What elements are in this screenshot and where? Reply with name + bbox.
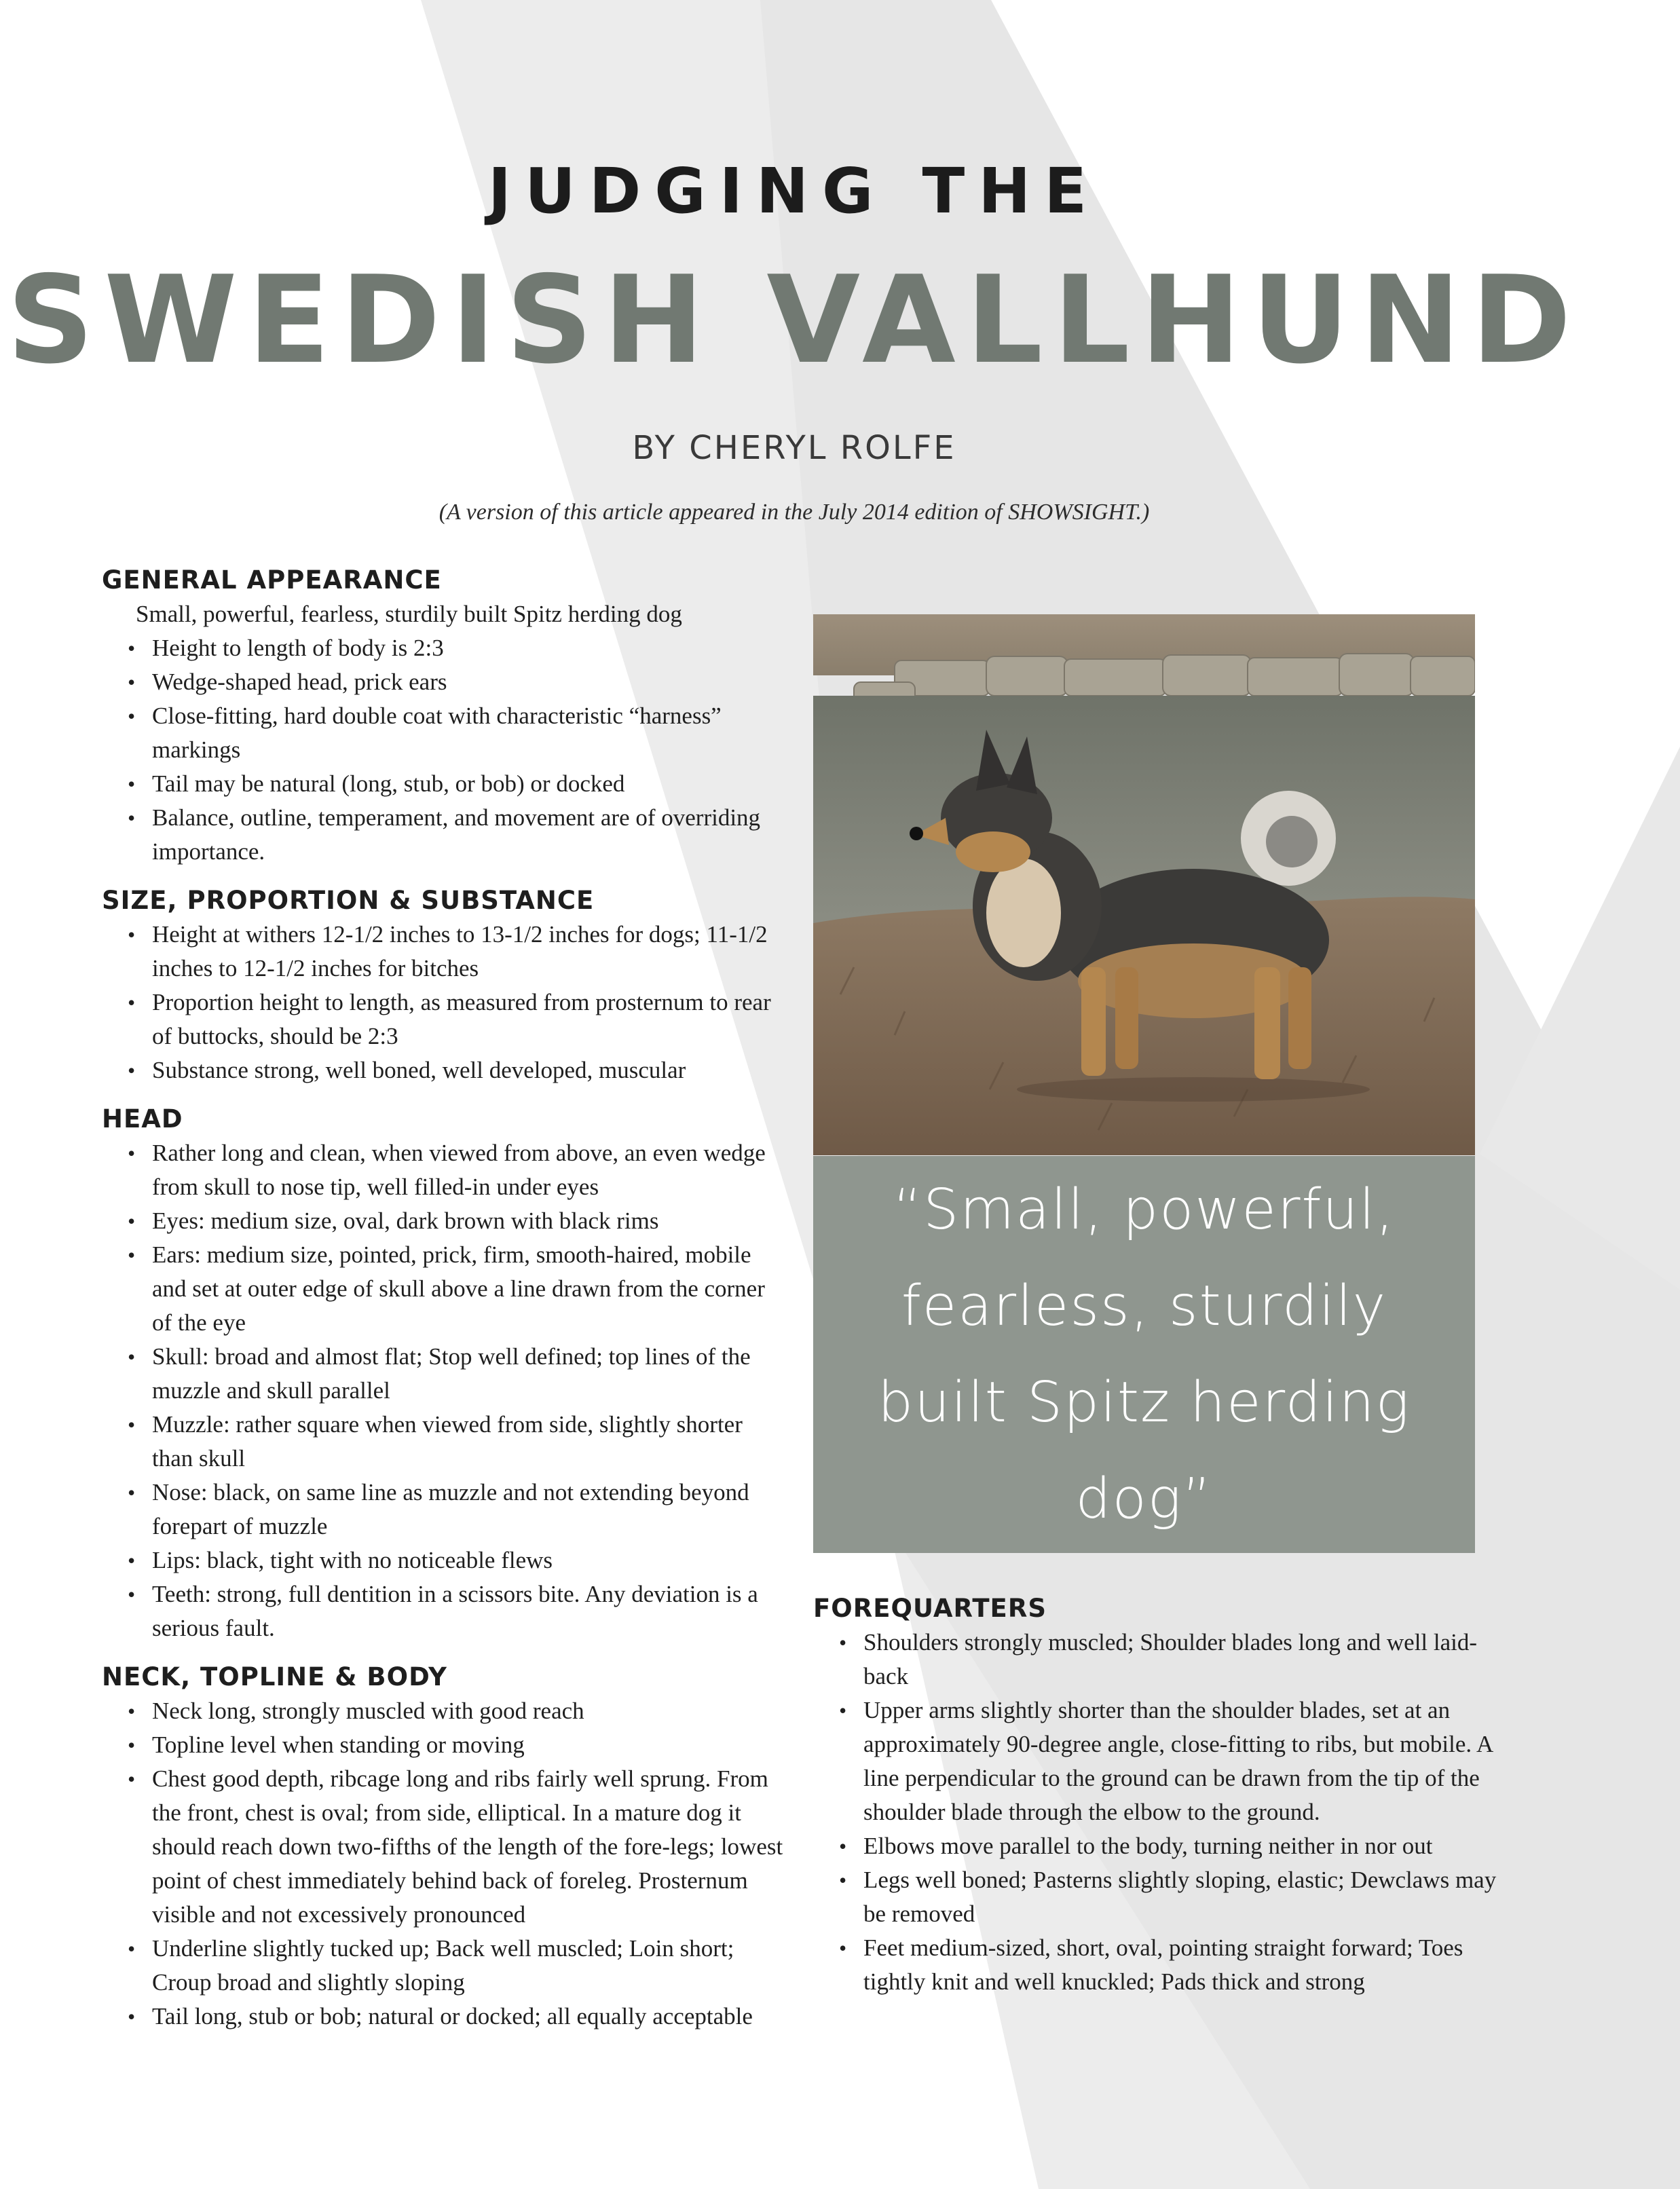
title-kicker: JUDGING THE [487,155,1101,227]
page-title: SWEDISH VALLHUND [7,250,1582,390]
left-column [102,563,787,2048]
general-appearance-lead: Small, powerful, fearless, sturdily built Spitz herding dog [136,601,682,627]
list-item: • Rather long and clean, when viewed from above, an even wedge from skull to nose tip, well filled-in under eyes [102,1136,787,1204]
dog-photo-illustration [813,614,1475,1155]
list-item: • Legs well boned; Pasterns slightly sloping, elastic; Dewclaws may be removed [813,1863,1499,1931]
list-item: • Underline slightly tucked up; Back well muscled; Loin short; Croup broad and slightly sloping [102,1932,787,2000]
list-item: • Tail long, stub or bob; natural or docked; all equally acceptable [102,2000,787,2034]
head-list [102,1136,787,1645]
right-column [813,1592,1499,2014]
list-item: • Height at withers 12-1/2 inches to 13-1/2 inches for dogs; 11-1/2 inches to 12-1/2 inches for bitches [102,918,787,986]
list-item: • Teeth: strong, full dentition in a scissors bite. Any deviation is a serious fault. [102,1577,787,1645]
list-item: • Ears: medium size, pointed, prick, firm, smooth-haired, mobile and set at outer edge of skull above a line drawn from the corner of the eye [102,1238,787,1340]
list-item: • Lips: black, tight with no noticeable flews [102,1543,787,1577]
list-item: • Feet medium-sized, short, oval, pointing straight forward; Toes tightly knit and well knuckled; Pads thick and strong [813,1931,1499,1999]
list-item: • Shoulders strongly muscled; Shoulder blades long and well laid-back [813,1626,1499,1694]
neck-list [102,1694,787,2034]
list-item: • Proportion height to length, as measured from prosternum to rear of buttocks, should be 2:3 [102,986,787,1053]
list-item: • Wedge-shaped head, prick ears [102,665,787,699]
forequarters-list [813,1626,1499,1999]
publication-note: (A version of this article appeared in the July 2014 edition of SHOWSIGHT.) [438,500,1150,525]
size-list [102,918,787,1087]
list-item: • Muzzle: rather square when viewed from side, slightly shorter than skull [102,1408,787,1476]
list-item: • Neck long, strongly muscled with good reach [102,1694,787,1728]
section-heading-neck-topline-body: NECK, TOPLINE & BODY [102,1662,447,1691]
list-item: • Eyes: medium size, oval, dark brown with black rims [102,1204,787,1238]
pull-quote-box [813,1156,1475,1553]
section-heading-head: HEAD [102,1104,183,1134]
list-item: • Balance, outline, temperament, and movement are of overriding importance. [102,801,787,869]
author-byline: BY CHERYL ROLFE [632,429,956,467]
list-item: • Substance strong, well boned, well developed, muscular [102,1053,787,1087]
section-heading-size: SIZE, PROPORTION & SUBSTANCE [102,886,595,915]
list-item: • Skull: broad and almost flat; Stop well defined; top lines of the muzzle and skull parallel [102,1340,787,1408]
list-item: • Chest good depth, ribcage long and ribs fairly well sprung. From the front, chest is oval; from side, elliptical. In a mature dog it should reach down two-fifths of the length of the fore-legs; lowest point of chest immediately behind back of foreleg. Prosternum visible and not excessively pronounced [102,1762,787,1932]
general-appearance-list [102,631,787,869]
list-item: • Elbows move parallel to the body, turning neither in nor out [813,1829,1499,1863]
list-item: • Close-fitting, hard double coat with characteristic “harness” markings [102,699,787,767]
section-heading-general-appearance: GENERAL APPEARANCE [102,565,442,595]
dog-photo [813,614,1475,1155]
pull-quote-text: “Small, powerful, fearless, sturdily built Spitz herding dog” [878,1177,1411,1531]
list-item: • Height to length of body is 2:3 [102,631,787,665]
section-heading-forequarters: FOREQUARTERS [813,1594,1047,1623]
list-item: • Nose: black, on same line as muzzle and not extending beyond forepart of muzzle [102,1476,787,1543]
list-item: • Tail may be natural (long, stub, or bob) or docked [102,767,787,801]
list-item: • Topline level when standing or moving [102,1728,787,1762]
list-item: • Upper arms slightly shorter than the shoulder blades, set at an approximately 90-degree angle, close-fitting to ribs, but mobile. A line perpendicular to the ground can be drawn from the tip of the shoulder blade through the elbow to the ground. [813,1694,1499,1829]
